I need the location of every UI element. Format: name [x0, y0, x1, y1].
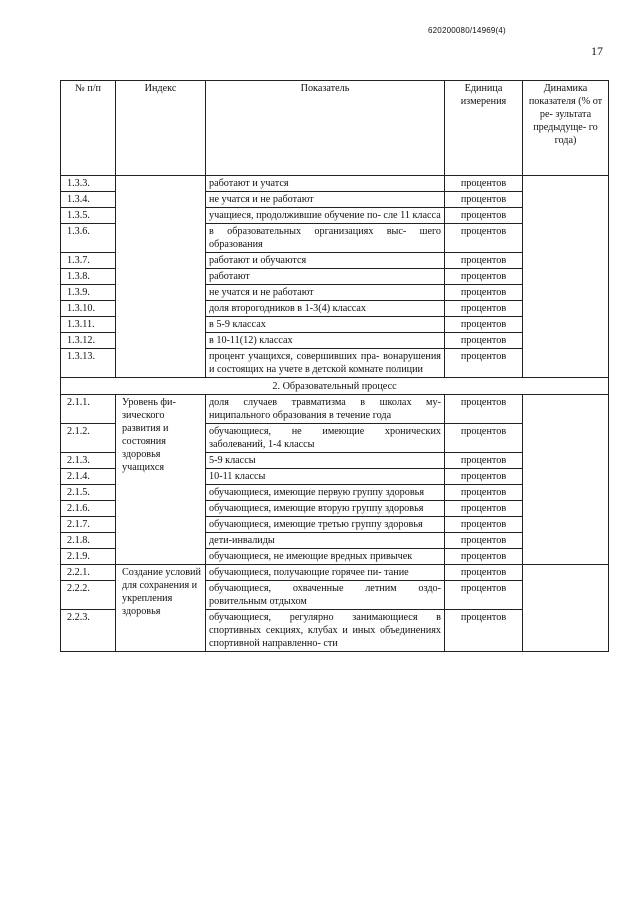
document-code: 620200080/14969(4)	[428, 26, 506, 35]
indicator-cell: доля второгодников в 1-3(4) классах	[206, 301, 445, 317]
row-number: 2.1.8.	[61, 533, 116, 549]
row-number: 2.2.1.	[61, 565, 116, 581]
row-number: 2.1.9.	[61, 549, 116, 565]
dynamics-cell	[523, 176, 609, 378]
dynamics-cell	[523, 565, 609, 652]
unit-cell: процентов	[445, 253, 523, 269]
indicator-cell: обучающиеся, охваченные летним оздо- ровительным отдыхом	[206, 581, 445, 610]
indicator-cell: 10-11 классы	[206, 469, 445, 485]
row-number: 2.2.3.	[61, 610, 116, 652]
row-number: 1.3.4.	[61, 192, 116, 208]
section-row	[61, 378, 609, 395]
row-number: 2.1.3.	[61, 453, 116, 469]
indicator-cell: обучающиеся, регулярно занимающиеся в спортивных секциях, клубах и иных объединениях спортивной направленно- сти	[206, 610, 445, 652]
indicator-cell: процент учащихся, совершивших пра- вонарушения и состоящих на учете в детской комнате полиции	[206, 349, 445, 378]
row-number: 1.3.12.	[61, 333, 116, 349]
row-number: 1.3.13.	[61, 349, 116, 378]
indicator-cell: 5-9 классы	[206, 453, 445, 469]
unit-cell: процентов	[445, 285, 523, 301]
unit-cell: процентов	[445, 317, 523, 333]
table-row	[61, 565, 609, 581]
table-body	[61, 176, 609, 652]
row-number: 1.3.7.	[61, 253, 116, 269]
row-number: 2.2.2.	[61, 581, 116, 610]
indicator-cell: обучающиеся, получающие горячее пи- тание	[206, 565, 445, 581]
indicator-cell: обучающиеся, не имеющие вредных привычек	[206, 549, 445, 565]
unit-cell: процентов	[445, 301, 523, 317]
unit-cell: процентов	[445, 269, 523, 285]
unit-cell: процентов	[445, 192, 523, 208]
index-group-health-level: Уровень фи- зического развития и состояния здоровья учащихся	[116, 395, 206, 565]
unit-cell: процентов	[445, 501, 523, 517]
row-number: 1.3.3.	[61, 176, 116, 192]
col-header-num: № п/п	[61, 81, 116, 176]
unit-cell: процентов	[445, 224, 523, 253]
col-header-index: Индекс	[116, 81, 206, 176]
row-number: 2.1.4.	[61, 469, 116, 485]
indicator-cell: дети-инвалиды	[206, 533, 445, 549]
table-row	[61, 395, 609, 424]
unit-cell: процентов	[445, 395, 523, 424]
col-header-dynamics: Динамика показателя (% от ре- зультата предыдуще- го года)	[523, 81, 609, 176]
row-number: 1.3.10.	[61, 301, 116, 317]
unit-cell: процентов	[445, 176, 523, 192]
col-header-indicator: Показатель	[206, 81, 445, 176]
indicator-cell: обучающиеся, не имеющие хронических заболеваний, 1-4 классы	[206, 424, 445, 453]
row-number: 1.3.8.	[61, 269, 116, 285]
indicator-cell: работают и обучаются	[206, 253, 445, 269]
row-number: 2.1.6.	[61, 501, 116, 517]
section-title: 2. Образовательный процесс	[61, 378, 609, 395]
row-number: 1.3.9.	[61, 285, 116, 301]
index-cell-empty	[116, 176, 206, 378]
col-header-unit: Единица измерения	[445, 81, 523, 176]
unit-cell: процентов	[445, 349, 523, 378]
unit-cell: процентов	[445, 581, 523, 610]
row-number: 2.1.1.	[61, 395, 116, 424]
unit-cell: процентов	[445, 610, 523, 652]
dynamics-cell	[523, 395, 609, 565]
row-number: 2.1.2.	[61, 424, 116, 453]
table-row	[61, 176, 609, 192]
row-number: 2.1.7.	[61, 517, 116, 533]
indicator-cell: не учатся и не работают	[206, 192, 445, 208]
unit-cell: процентов	[445, 453, 523, 469]
unit-cell: процентов	[445, 333, 523, 349]
page-number: 17	[591, 44, 603, 58]
indicator-cell: обучающиеся, имеющие вторую группу здоровья	[206, 501, 445, 517]
index-group-health-conditions: Создание условий для сохранения и укрепления здоровья	[116, 565, 206, 652]
indicator-cell: в 10-11(12) классах	[206, 333, 445, 349]
unit-cell: процентов	[445, 549, 523, 565]
unit-cell: процентов	[445, 565, 523, 581]
indicator-cell: учащиеся, продолжившие обучение по- сле 11 класса	[206, 208, 445, 224]
indicator-cell: работают	[206, 269, 445, 285]
table-header-row	[61, 81, 609, 176]
indicator-cell: работают и учатся	[206, 176, 445, 192]
row-number: 1.3.11.	[61, 317, 116, 333]
unit-cell: процентов	[445, 485, 523, 501]
unit-cell: процентов	[445, 533, 523, 549]
row-number: 2.1.5.	[61, 485, 116, 501]
indicator-cell: обучающиеся, имеющие третью группу здоровья	[206, 517, 445, 533]
indicator-cell: не учатся и не работают	[206, 285, 445, 301]
indicators-table	[60, 80, 609, 652]
indicator-cell: в 5-9 классах	[206, 317, 445, 333]
unit-cell: процентов	[445, 469, 523, 485]
row-number: 1.3.6.	[61, 224, 116, 253]
unit-cell: процентов	[445, 424, 523, 453]
indicator-cell: доля случаев травматизма в школах му- ниципального образования в течение года	[206, 395, 445, 424]
unit-cell: процентов	[445, 517, 523, 533]
indicator-cell: в образовательных организациях выс- шего образования	[206, 224, 445, 253]
row-number: 1.3.5.	[61, 208, 116, 224]
unit-cell: процентов	[445, 208, 523, 224]
indicator-cell: обучающиеся, имеющие первую группу здоровья	[206, 485, 445, 501]
